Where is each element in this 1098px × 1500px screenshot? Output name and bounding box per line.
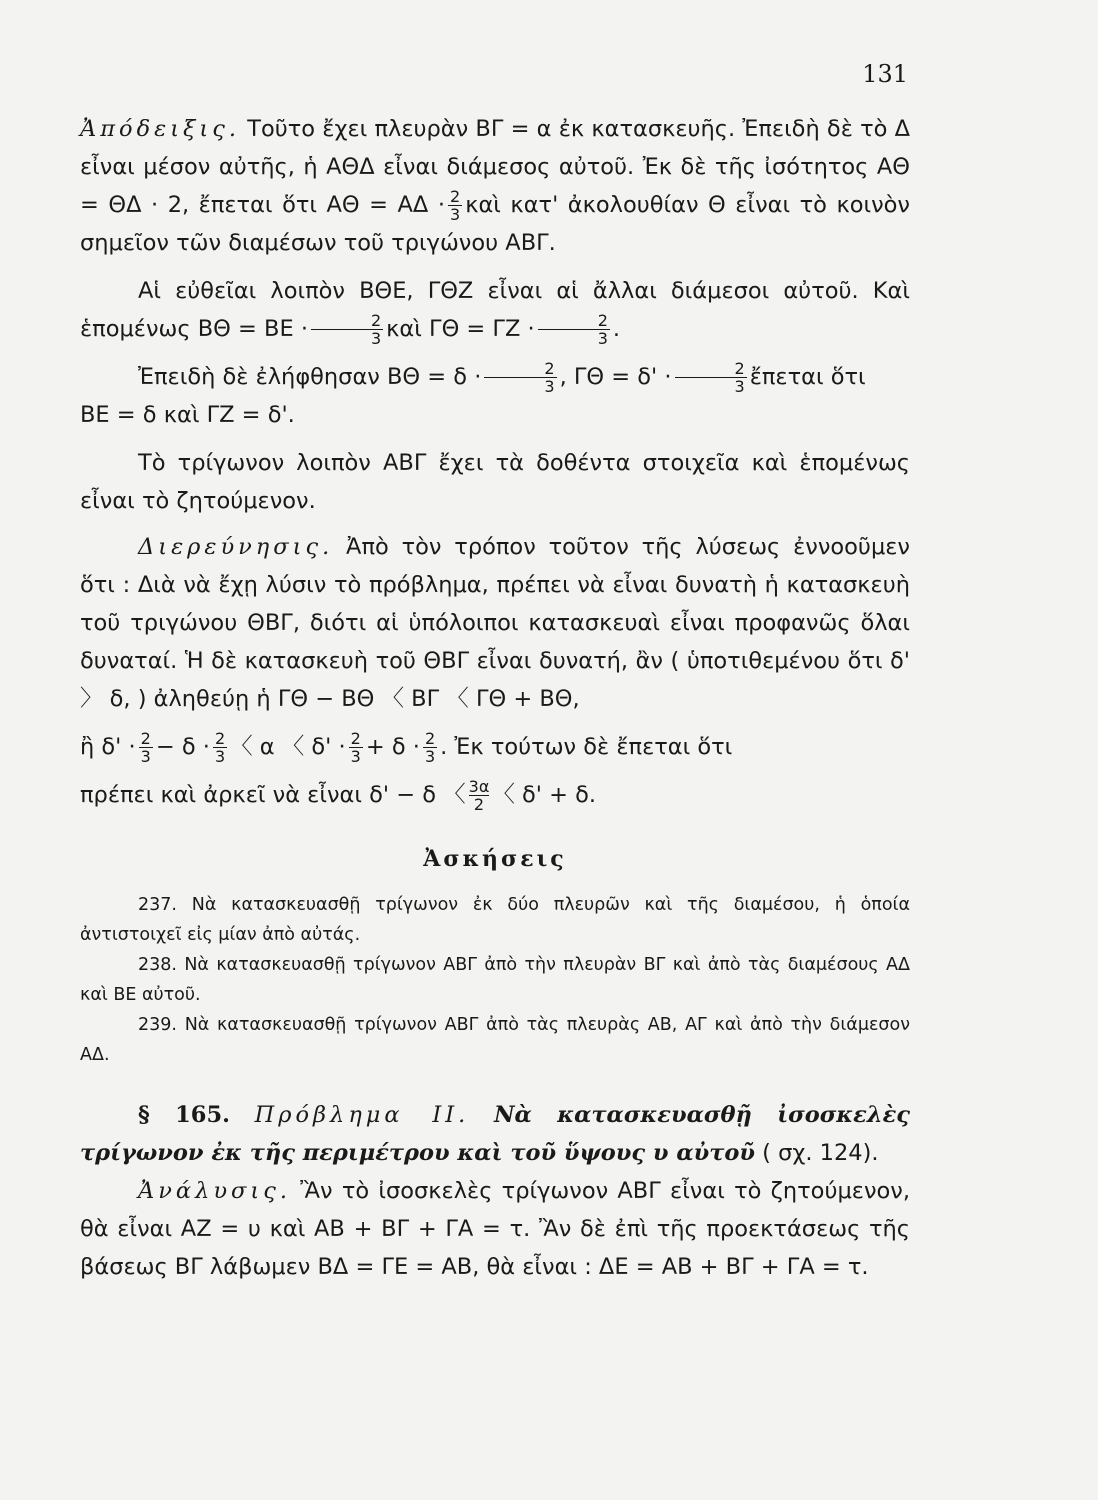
exercises-heading: Ἀσκήσεις <box>423 846 567 872</box>
fraction-three-alpha-halves: $\frac{3\alpha}{2}$ <box>468 777 490 814</box>
discussion-label: Διερεύνησις. <box>138 534 334 560</box>
fraction-two-thirds: $\frac{2}{3}$ <box>140 729 151 766</box>
conclusion-paragraph: Τὸ τρίγωνον λοιπὸν ΑΒΓ ἔχει τὰ δοθέντα στοιχεῖα καὶ ἑπομένως εἶναι τὸ ζητούμενον. <box>80 450 910 514</box>
fraction-two-thirds: $\frac{2}{3}$ <box>311 312 383 347</box>
final-condition: πρέπει καὶ ἀρκεῖ νὰ εἶναι δ' − δ 〈 $\frac{3\alpha}{2}$ 〈 δ' + δ. <box>80 777 597 814</box>
fraction-two-thirds: $\frac{2}{3}$ <box>675 360 747 395</box>
fraction-two-thirds: $\frac{2}{3}$ <box>484 360 556 395</box>
fraction-two-thirds: $\frac{2}{3}$ <box>350 729 361 766</box>
fraction-two-thirds: $\frac{2}{3}$ <box>450 187 461 224</box>
section-ref: ( σχ. 124). <box>762 1140 879 1166</box>
section-label: Πρόβλημα ΙΙ. <box>254 1102 470 1128</box>
section-number: § 165. <box>138 1102 230 1128</box>
section-title: Νὰ κατασκευασθῇ ἰσοσκελὲς τρίγωνον ἐκ τῆς περιμέτρου καὶ τοῦ ὕψους υ αὐτοῦ <box>80 1102 911 1166</box>
fraction-two-thirds: $\frac{2}{3}$ <box>424 729 436 766</box>
exercise-item: 238. Νὰ κατασκευασθῇ τρίγωνον ΑΒΓ ἀπὸ τὴν πλευρὰν ΒΓ καὶ ἀπὸ τὰς διαμέσους ΑΔ καὶ ΒΕ αὐτοῦ. <box>80 955 910 1005</box>
medians-paragraph: Αἱ εὐθεῖαι λοιπὸν ΒΘΕ, ΓΘΖ εἶναι αἱ ἄλλαι διάμεσοι αὐτοῦ. Καὶ ἑπομένως ΒΘ = ΒΕ · $\frac{2}{3}$ καὶ ΓΘ = ΓΖ · $\frac{2}{3}$ . <box>80 278 910 348</box>
fraction-two-thirds: $\frac{2}{3}$ <box>214 729 226 766</box>
inequality-line: ἢ δ' · $\frac{2}{3}$ − δ · $\frac{2}{3}$ 〈 α 〈 δ' · $\frac{2}{3}$ + δ · $\frac{2}{3}$ . Ἐκ τούτων δὲ ἔπεται ὅτι <box>80 729 733 766</box>
proof-line2a: Ἐκ δὲ τῆς ἰσότητος ΑΘ = ΘΔ · 2, ἔπεται ὅτι ΑΘ = ΑΔ · <box>80 154 910 218</box>
proof-paragraph <box>80 110 910 262</box>
since-paragraph: Ἐπειδὴ δὲ ἐλήφθησαν ΒΘ = δ · $\frac{2}{3}$ , ΓΘ = δ' · $\frac{2}{3}$ ἔπεται ὅτι ΒΕ = δ καὶ ΓΖ = δ'. <box>80 359 866 428</box>
proof-line1: Τοῦτο ἔχει πλευρὰν ΒΓ = α ἐκ κατασκευῆς. Ἐπειδὴ δὲ τὸ Δ εἶναι μέσον αὐτῆς, ἡ ΑΘΔ εἶναι διάμεσος αὐτοῦ. <box>80 116 911 180</box>
proof-label: Ἀπόδειξις. <box>80 116 240 142</box>
exercise-item: 239. Νὰ κατασκευασθῇ τρίγωνον ΑΒΓ ἀπὸ τὰς πλευρὰς ΑΒ, ΑΓ καὶ ἀπὸ τὴν διάμεσον ΑΔ. <box>80 1015 910 1065</box>
page-body <box>80 110 910 1286</box>
page-number: 131 <box>862 60 908 88</box>
analysis-paragraph: Ἀνάλυσις. Ἂν τὸ ἰσοσκελὲς τρίγωνον ΑΒΓ εἶναι τὸ ζητούμενον, θὰ εἶναι ΑΖ = υ καὶ ΑΒ + ΒΓ + ΓΑ = τ. Ἂν δὲ ἐπὶ τῆς προεκτάσεως τῆς βάσεως ΒΓ λάβωμεν ΒΔ = ΓΕ = ΑΒ, θὰ εἶναι : ΔΕ = ΑΒ + ΒΓ + ΓΑ = τ. <box>80 1178 910 1280</box>
section-heading <box>80 1096 910 1172</box>
exercise-item: 237. Νὰ κατασκευασθῇ τρίγωνον ἐκ δύο πλευρῶν καὶ τῆς διαμέσου, ἡ ὁποία ἀντιστοιχεῖ εἰς μίαν ἀπὸ αὐτάς. <box>80 895 910 945</box>
fraction-two-thirds: $\frac{2}{3}$ <box>538 312 610 347</box>
discussion-paragraph: Διερεύνησις. Ἀπὸ τὸν τρόπον τοῦτον τῆς λύσεως ἐννοοῦμεν ὅτι : Διὰ νὰ ἔχῃ λύσιν τὸ πρόβλημα, πρέπει νὰ εἶναι δυνατὴ ἡ κατασκευὴ τοῦ τριγώνου ΘΒΓ, διότι αἱ ὑπόλοιποι κατασκευαὶ εἶναι προφανῶς ὅλαι δυναταί. Ἡ δὲ κατασκευὴ τοῦ ΘΒΓ εἶναι δυνατή, ἂν ( ὑποτιθεμένου ὅτι δ' 〉 δ, ) ἀληθεύῃ ἡ ΓΘ − ΒΘ 〈 ΒΓ 〈 ΓΘ + ΒΘ, <box>80 534 910 712</box>
analysis-label: Ἀνάλυσις. <box>138 1178 291 1204</box>
proof-line2b: καὶ κατ' ἀκολουθίαν Θ εἶναι τὸ κοινὸν σημεῖον τῶν διαμέσων τοῦ τριγώνου ΑΒΓ. <box>80 192 910 256</box>
